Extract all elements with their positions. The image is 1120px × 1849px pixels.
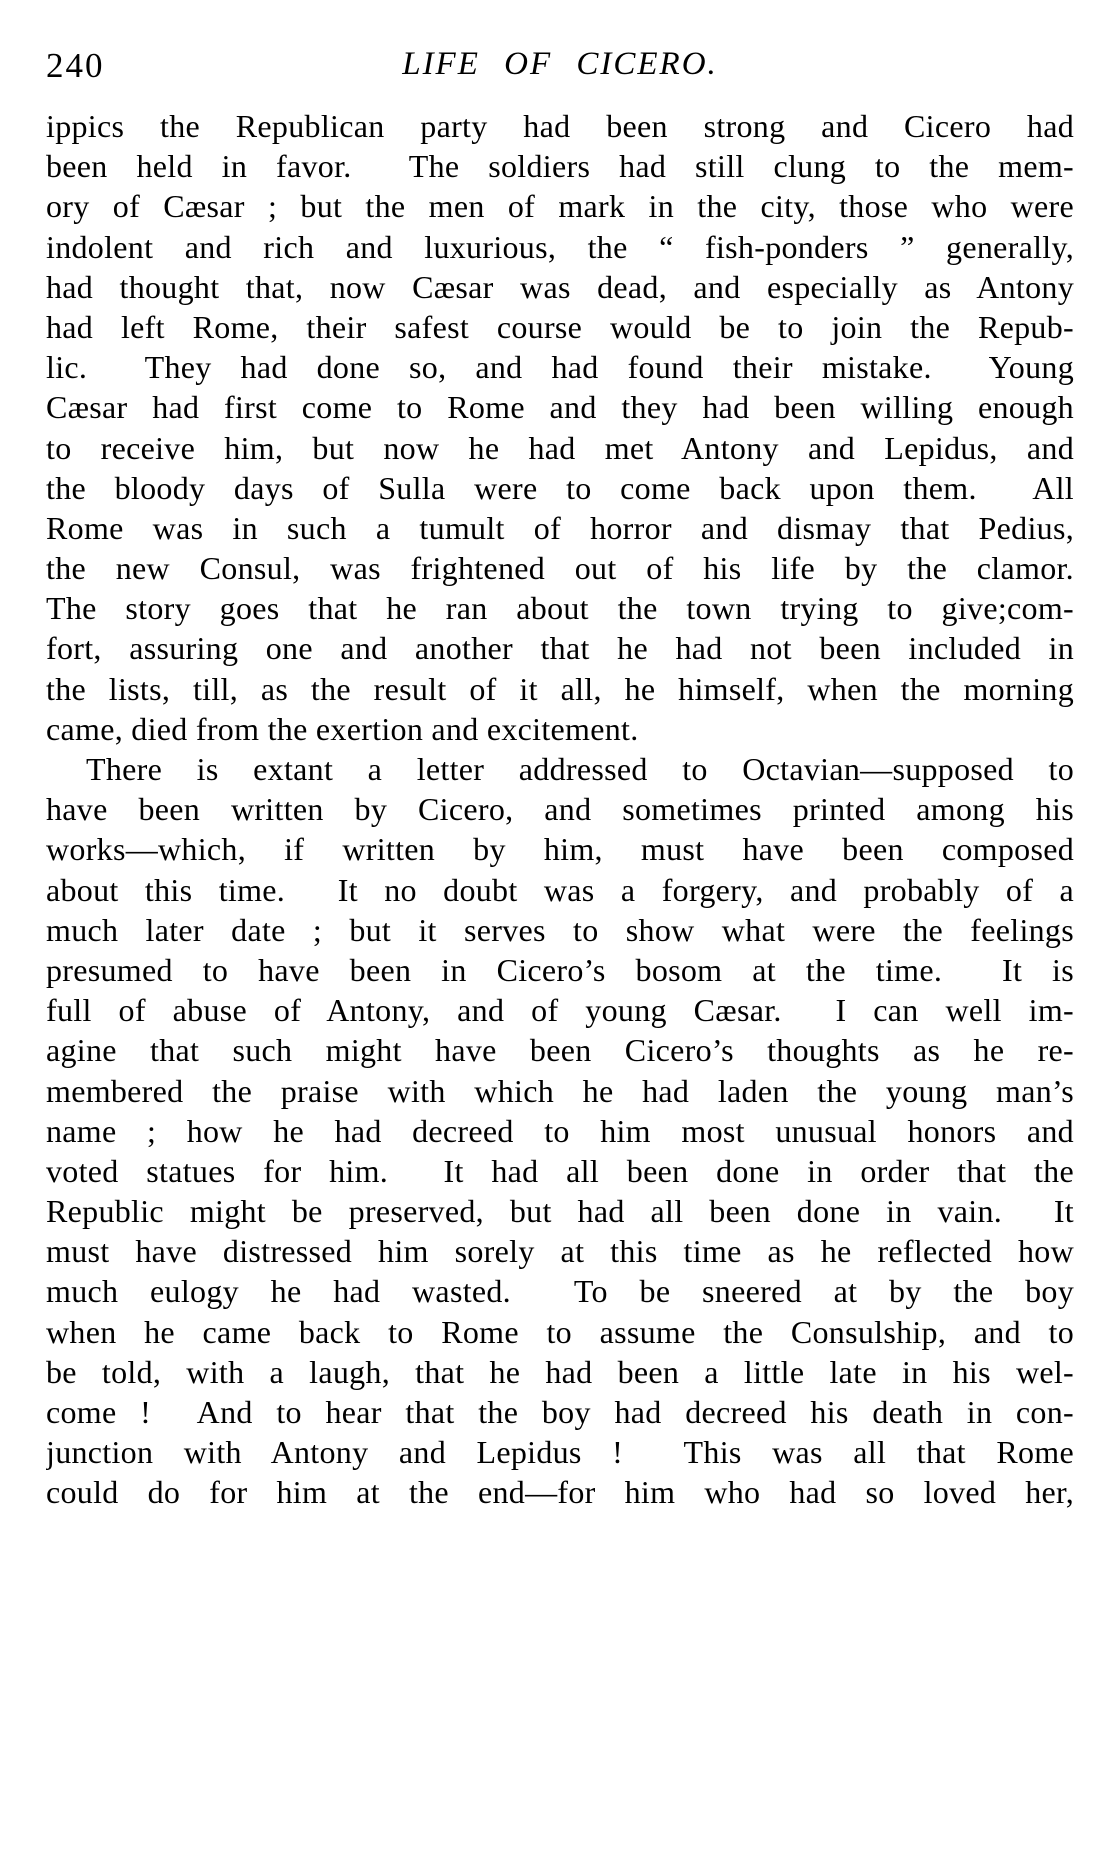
text-line: had left Rome, their safest course would be to join the Repub- [46, 308, 1074, 345]
paragraph [46, 106, 1074, 749]
text-line: agine that such might have been Cicero’s thoughts as he re- [46, 1032, 1074, 1069]
text-line: had thought that, now Cæsar was dead, and especially as Antony [46, 268, 1074, 305]
text-line: to receive him, but now he had met Antony and Lepidus, and [46, 429, 1074, 466]
text-line: much later date ; but it serves to show what were the feelings [46, 911, 1074, 948]
text-line: lic. They had done so, and had found their mistake. Young [46, 349, 1074, 386]
text-line: must have distressed him sorely at this time as he reflected how [46, 1233, 1074, 1270]
text-line: voted statues for him. It had all been done in order that the [46, 1152, 1074, 1189]
text-line: indolent and rich and luxurious, the “ fish-ponders ” generally, [46, 228, 1074, 265]
text-line: ory of Cæsar ; but the men of mark in the city, those who were [46, 188, 1074, 225]
text-line: junction with Antony and Lepidus ! This was all that Rome [46, 1434, 1074, 1471]
text-line: There is extant a letter addressed to Octavian—supposed to [86, 751, 1074, 787]
text-line: Rome was in such a tumult of horror and dismay that Pedius, [46, 509, 1074, 546]
text-line: name ; how he had decreed to him most unusual honors and [46, 1112, 1074, 1149]
text-line: The story goes that he ran about the town trying to give;com- [46, 590, 1074, 627]
text-line: come ! And to hear that the boy had decreed his death in con- [46, 1394, 1074, 1430]
text-line: have been written by Cicero, and sometimes printed among his [46, 791, 1074, 828]
text-line: Cæsar had first come to Rome and they had been willing enough [46, 389, 1074, 426]
text-block [46, 106, 1074, 1513]
page-header [46, 46, 1074, 88]
text-line: works—which, if written by him, must have been composed [46, 831, 1074, 868]
text-line: full of abuse of Antony, and of young Cæsar. I can well im- [46, 992, 1074, 1029]
text-line: been held in favor. The soldiers had still clung to the mem- [46, 148, 1074, 185]
text-line: Republic might be preserved, but had all been done in vain. It [46, 1193, 1074, 1230]
text-line: about this time. It no doubt was a forgery, and probably of a [46, 871, 1074, 908]
text-line: membered the praise with which he had laden the young man’s [46, 1072, 1074, 1109]
text-line: could do for him at the end—for him who had so loved her, [46, 1474, 1074, 1511]
text-line: when he came back to Rome to assume the Consulship, and to [46, 1313, 1074, 1350]
paragraph [46, 749, 1074, 1513]
text-line: ippics the Republican party had been strong and Cicero had [46, 108, 1074, 144]
page-number: 240 [46, 46, 105, 85]
text-line: be told, with a laugh, that he had been a little late in his wel- [46, 1353, 1074, 1390]
text-line: the bloody days of Sulla were to come back upon them. All [46, 469, 1074, 506]
text-line: the new Consul, was frightened out of his life by the clamor. [46, 550, 1074, 587]
running-title: LIFE OF CICERO. [402, 46, 718, 82]
text-line: the lists, till, as the result of it all, he himself, when the morning [46, 670, 1074, 707]
text-line: presumed to have been in Cicero’s bosom at the time. It is [46, 951, 1074, 988]
text-line: came, died from the exertion and excitement. [46, 710, 639, 747]
text-line: fort, assuring one and another that he had not been included in [46, 630, 1074, 667]
text-line: much eulogy he had wasted. To be sneered at by the boy [46, 1273, 1074, 1310]
